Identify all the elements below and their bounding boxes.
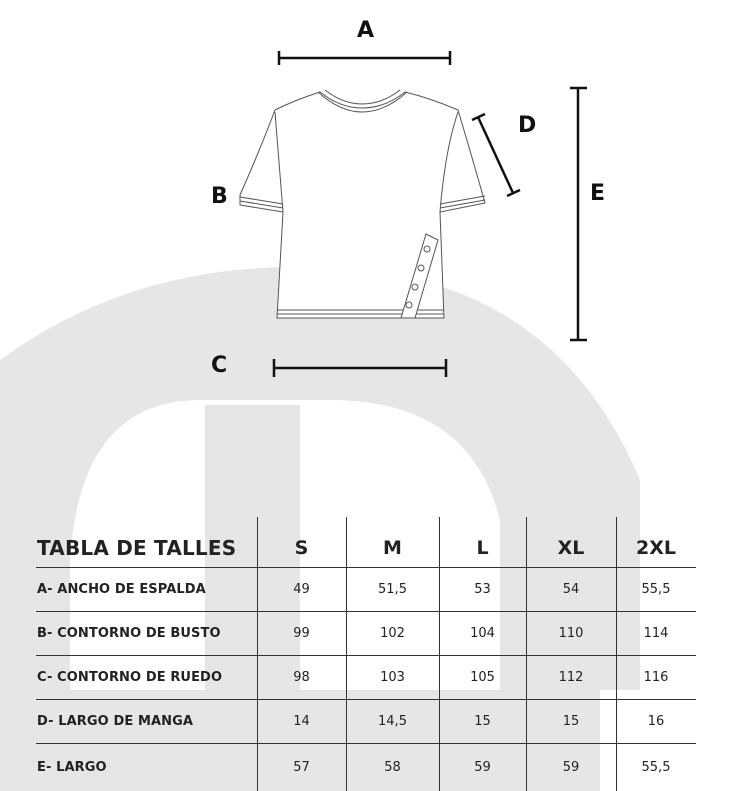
table-cell: 99 bbox=[293, 625, 310, 641]
table-row bbox=[0, 699, 732, 743]
size-header-m: M bbox=[383, 536, 402, 559]
table-cell: 102 bbox=[380, 625, 405, 641]
table-cell: 54 bbox=[562, 581, 580, 597]
dimension-label-e: E bbox=[590, 181, 606, 206]
table-cell: 116 bbox=[643, 669, 669, 685]
dimension-label-b: B bbox=[211, 184, 228, 209]
button-icon bbox=[424, 246, 430, 252]
size-header-2xl: 2XL bbox=[636, 536, 676, 559]
table-cell: 105 bbox=[470, 669, 495, 685]
table-cell: 114 bbox=[643, 625, 669, 641]
row-label: E- LARGO bbox=[37, 759, 107, 775]
table-row bbox=[0, 567, 732, 611]
table-cell: 55,5 bbox=[641, 581, 671, 597]
size-header-s: S bbox=[294, 536, 309, 559]
table-cell: 51,5 bbox=[378, 581, 407, 597]
table-cell: 59 bbox=[474, 759, 491, 775]
row-label: A- ANCHO DE ESPALDA bbox=[37, 581, 206, 597]
table-cell: 110 bbox=[558, 625, 584, 641]
measure-line-a bbox=[279, 51, 450, 65]
size-header-l: L bbox=[476, 536, 489, 559]
measure-line-e bbox=[570, 88, 587, 340]
size-header-xl: XL bbox=[557, 536, 585, 559]
table-cell: 14 bbox=[293, 713, 310, 729]
row-label: D- LARGO DE MANGA bbox=[37, 713, 194, 729]
button-icon bbox=[412, 284, 418, 290]
row-label: B- CONTORNO DE BUSTO bbox=[37, 625, 221, 641]
table-row bbox=[0, 611, 732, 655]
table-row bbox=[0, 743, 732, 791]
table-title: TABLA DE TALLES bbox=[37, 535, 237, 560]
table-cell: 98 bbox=[293, 669, 310, 685]
table-cell: 59 bbox=[562, 759, 580, 775]
table-row bbox=[0, 655, 732, 699]
dimension-label-a: A bbox=[357, 18, 375, 43]
table-cell: 15 bbox=[474, 713, 491, 729]
table-cell: 112 bbox=[558, 669, 584, 685]
table-cell: 14,5 bbox=[378, 713, 407, 729]
table-cell: 49 bbox=[293, 581, 310, 597]
table-cell: 103 bbox=[380, 669, 405, 685]
button-icon bbox=[406, 302, 412, 308]
table-cell: 104 bbox=[470, 625, 495, 641]
table-cell: 53 bbox=[474, 581, 491, 597]
tshirt-body bbox=[240, 92, 485, 318]
table-cell: 58 bbox=[384, 759, 401, 775]
dimension-label-d: D bbox=[518, 113, 537, 138]
table-cell: 16 bbox=[647, 713, 665, 729]
table-cell: 15 bbox=[562, 713, 580, 729]
size-table bbox=[0, 517, 732, 791]
table-cell: 57 bbox=[293, 759, 310, 775]
dimension-label-c: C bbox=[211, 353, 228, 378]
measure-line-c bbox=[274, 359, 446, 377]
button-icon bbox=[418, 265, 424, 271]
row-label: C- CONTORNO DE RUEDO bbox=[37, 669, 223, 685]
table-cell: 55,5 bbox=[641, 759, 671, 775]
